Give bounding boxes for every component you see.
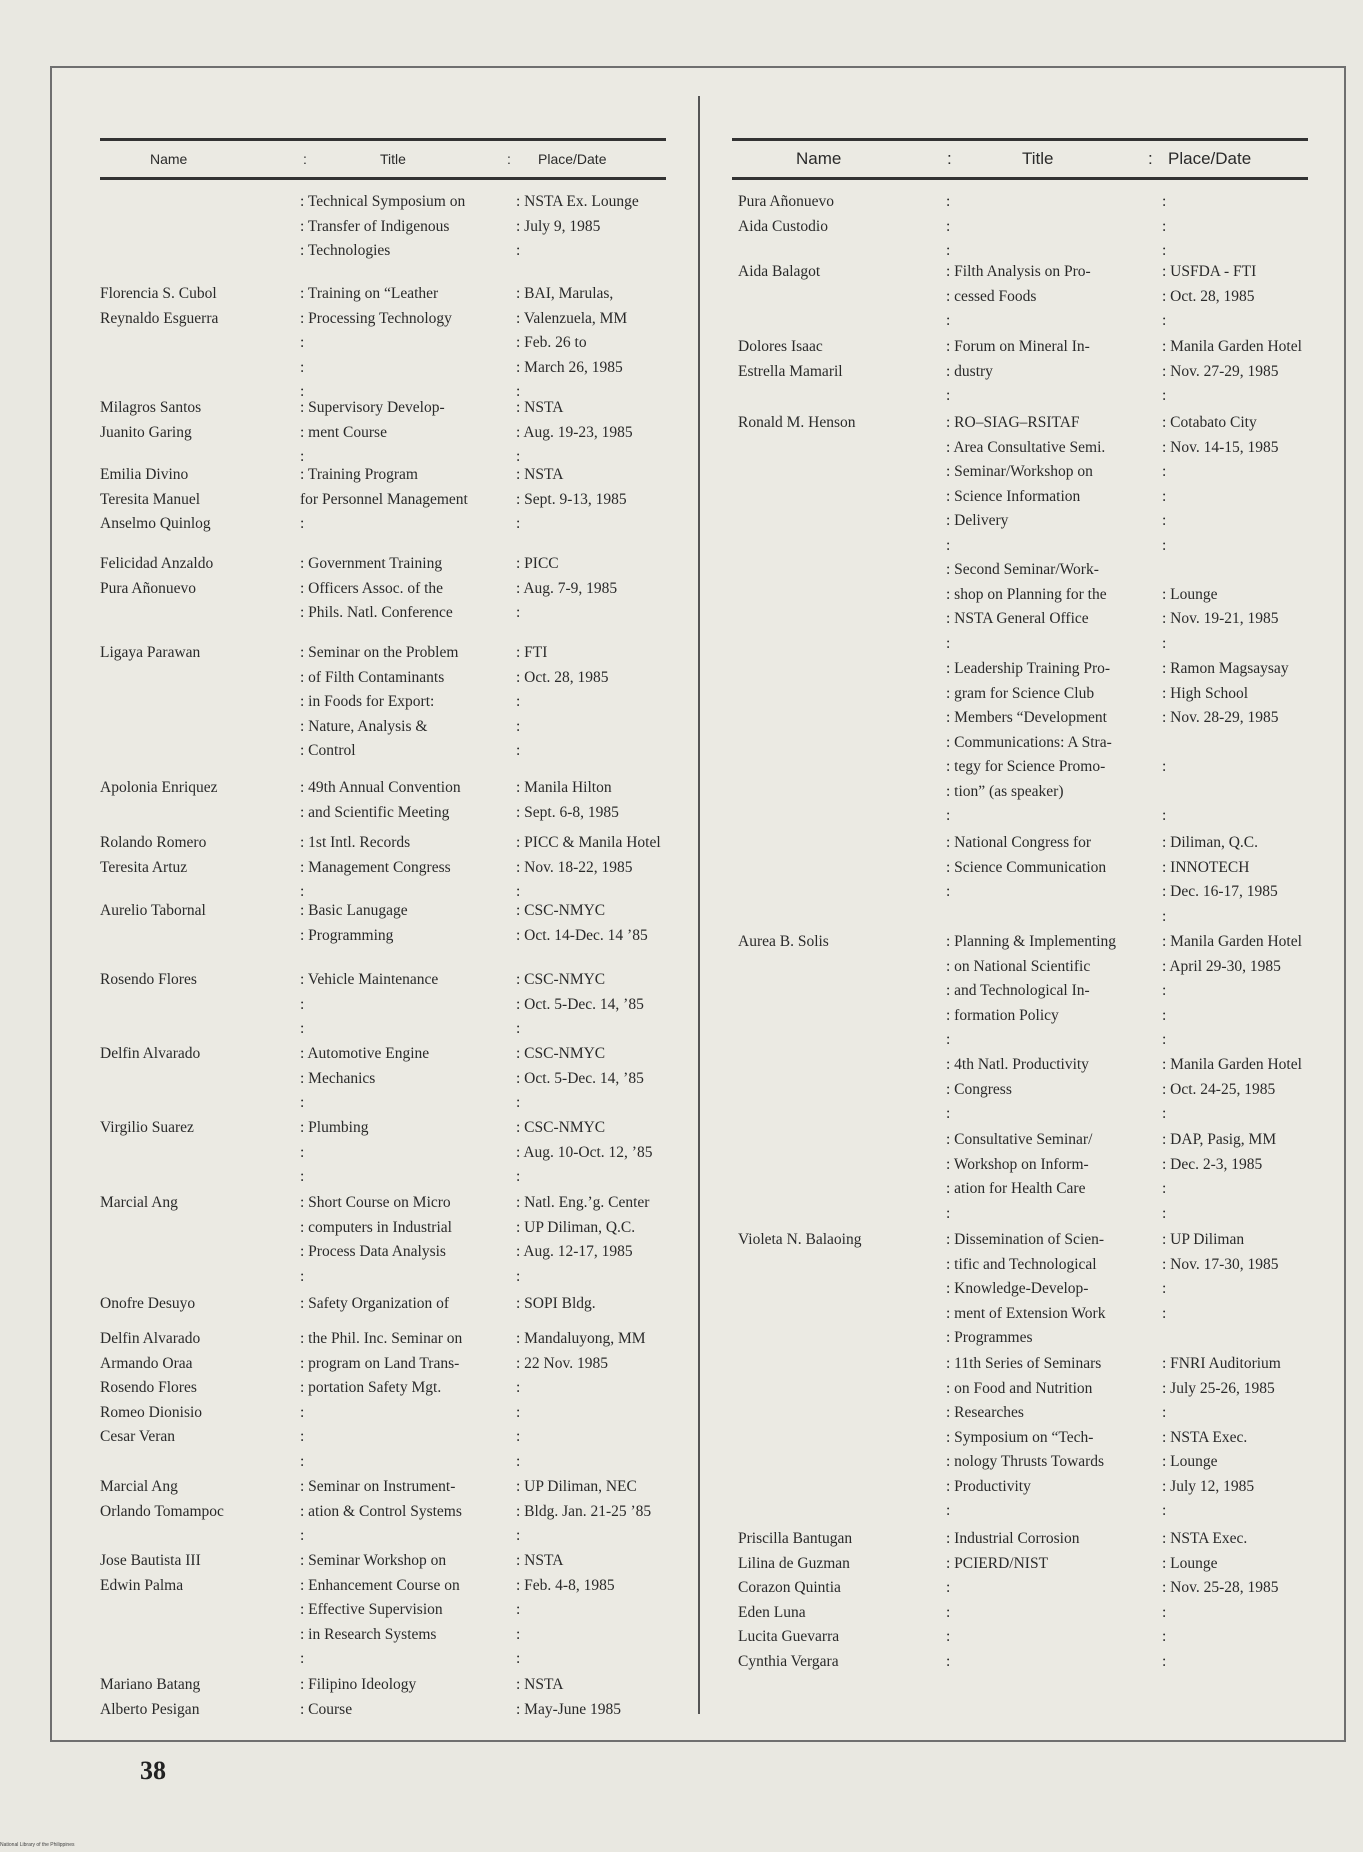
row-place: : DAP, Pasig, MM : Dec. 2-3, 1985 : : [1162, 1131, 1277, 1222]
row-name: Ronald M. Henson [738, 414, 856, 431]
row-place: : Manila Hilton : Sept. 6-8, 1985 [516, 779, 619, 821]
row-name: Delfin Alvarado Armando Oraa Rosendo Flores Romeo Dionisio Cesar Veran [100, 1330, 203, 1445]
row-place: : Cotabato City : Nov. 14-15, 1985 : : : : [1162, 414, 1279, 554]
row-place: : NSTA Ex. Lounge : July 9, 1985 : [516, 193, 639, 259]
row-place: : NSTA : May-June 1985 [516, 1676, 622, 1718]
row-title: : Seminar Workshop on : Enhancement Course on : Effective Supervision : in Research Systems : [300, 1552, 460, 1667]
row-title: : the Phil. Inc. Seminar on : program on Land Trans- : portation Safety Mgt. : : : [300, 1330, 463, 1470]
row-name: Mariano Batang Alberto Pesigan [100, 1676, 201, 1718]
row-title: : Plumbing : : [300, 1119, 369, 1185]
row-place: : PICC & Manila Hotel : Nov. 18-22, 1985 : [516, 834, 661, 900]
row-place: : : : [1162, 193, 1167, 259]
row-place: : NSTA Exec. : Lounge : Nov. 25-28, 1985 : : : [1162, 1530, 1279, 1670]
row-place: : NSTA : Sept. 9-13, 1985 : [516, 466, 627, 532]
row-place: : NSTA : Aug. 19-23, 1985 : [516, 399, 633, 465]
row-place: : FNRI Auditorium : July 25-26, 1985 : : NSTA Exec. : Lounge : July 12, 1985 : [1162, 1355, 1281, 1519]
row-title: : Automotive Engine : Mechanics : [300, 1045, 430, 1111]
row-title: : Second Seminar/Work- : shop on Planning for the : NSTA General Office : [946, 561, 1107, 652]
row-name: Rosendo Flores [100, 971, 197, 988]
row-title: : 1st Intl. Records : Management Congress : [300, 834, 451, 900]
row-name: Aurea B. Solis [738, 933, 829, 950]
row-place: : Lounge : Nov. 19-21, 1985 : [1162, 585, 1279, 652]
left-header-sep1: : [303, 151, 307, 167]
row-name: Ligaya Parawan [100, 644, 201, 661]
row-place: : Manila Garden Hotel : April 29-30, 1985 : : : [1162, 933, 1302, 1048]
right-header-sep2: : [1148, 149, 1153, 168]
row-title: : 4th Natl. Productivity : Congress : [946, 1056, 1089, 1122]
row-name: Marcial Ang Orlando Tomampoc [100, 1478, 224, 1520]
left-header-place: Place/Date [538, 151, 607, 167]
right-header-name: Name [796, 149, 842, 168]
right-header-sep1: : [947, 149, 952, 168]
right-header-place: Place/Date [1168, 149, 1252, 168]
row-name: Dolores Isaac Estrella Mamaril [738, 338, 843, 380]
row-name: Florencia S. Cubol Reynaldo Esguerra [100, 285, 219, 327]
row-name: Marcial Ang [100, 1194, 178, 1211]
row-title: : Filth Analysis on Pro- : cessed Foods : [946, 263, 1091, 329]
row-name: Rolando Romero Teresita Artuz [100, 834, 207, 876]
row-title: : Forum on Mineral In- : dustry : [946, 338, 1090, 404]
page-number: 38 [140, 1756, 166, 1785]
row-place: : NSTA : Feb. 4-8, 1985 : : : [516, 1552, 615, 1667]
row-name: Priscilla Bantugan Lilina de Guzman Corazon Quintia Eden Luna Lucita Guevarra Cynthia Vergara [738, 1530, 853, 1670]
row-place: : UP Diliman : Nov. 17-30, 1985 : : [1162, 1231, 1279, 1322]
row-name: Milagros Santos Juanito Garing [100, 399, 202, 441]
row-name: Felicidad Anzaldo Pura Añonuevo [100, 555, 214, 597]
footer-credit: National Library of the Philippines [0, 1842, 75, 1848]
column-divider [698, 96, 700, 1714]
left-header-name: Name [150, 151, 188, 167]
row-place: : UP Diliman, NEC : Bldg. Jan. 21-25 ’85 : [516, 1478, 652, 1544]
row-place: : CSC-NMYC : Oct. 5-Dec. 14, ’85 : [516, 971, 644, 1037]
row-title: : Basic Lanugage : Programming [300, 902, 408, 944]
row-name: Onofre Desuyo [100, 1295, 196, 1312]
row-title: : Training on “Leather : Processing Technology : : : [300, 285, 452, 400]
row-title: : Technical Symposium on : Transfer of Indigenous : Technologies [300, 193, 466, 259]
row-title: : Industrial Corrosion : PCIERD/NIST : : : : [946, 1530, 1080, 1670]
row-title: : RO–SIAG–RSITAF : Area Consultative Semi. : Seminar/Workshop on : Science Information : Delivery : [946, 414, 1106, 554]
row-place: : Manila Garden Hotel : Oct. 24-25, 1985 : [1162, 1056, 1302, 1122]
row-name: Aurelio Tabornal [100, 902, 206, 919]
row-place: : Diliman, Q.C. : INNOTECH : Dec. 16-17, 1985 : [1162, 834, 1278, 925]
row-place: : Manila Garden Hotel : Nov. 27-29, 1985 : [1162, 338, 1302, 404]
row-place: : CSC-NMYC : Oct. 14-Dec. 14 ’85 [516, 902, 648, 944]
row-title: : Leadership Training Pro- : gram for Science Club : Members “Development : Communications: A Stra- : tegy for Science Promo- : tion” (as speaker) : [946, 660, 1112, 824]
row-title: : 49th Annual Convention : and Scientific Meeting [300, 779, 461, 821]
row-title: : : : [946, 193, 951, 259]
row-title: : Government Training : Officers Assoc. of the : Phils. Natl. Conference [300, 555, 453, 621]
row-place: : Natl. Eng.’g. Center : UP Diliman, Q.C. : Aug. 12-17, 1985 : [516, 1194, 650, 1285]
row-title: : Vehicle Maintenance : : [300, 971, 439, 1037]
right-table-header [732, 138, 1308, 180]
row-place: : PICC : Aug. 7-9, 1985 : [516, 555, 618, 621]
row-place: : Ramon Magsaysay : High School : Nov. 28-29, 1985 : : [1162, 660, 1289, 824]
row-name: Delfin Alvarado [100, 1045, 201, 1062]
row-title: : National Congress for : Science Communication : [946, 834, 1107, 900]
row-name: Virgilio Suarez [100, 1119, 194, 1136]
row-title: : Short Course on Micro : computers in Industrial : Process Data Analysis : [300, 1194, 452, 1285]
left-table-header [100, 138, 666, 180]
row-title: : Seminar on the Problem : of Filth Contaminants : in Foods for Export: : Nature, Analysis & : Control [300, 644, 459, 759]
row-place: : CSC-NMYC : Oct. 5-Dec. 14, ’85 : [516, 1045, 644, 1111]
right-header-title: Title [1022, 149, 1054, 168]
row-title: : Training Program for Personnel Management : [300, 466, 468, 532]
row-title: : Dissemination of Scien- : tific and Technological : Knowledge-Develop- : ment of Extension Work : Programmes [946, 1231, 1106, 1346]
row-name: Apolonia Enriquez [100, 779, 218, 796]
left-header-title: Title [380, 151, 406, 167]
row-title: : Seminar on Instrument- : ation & Control Systems : [300, 1478, 462, 1544]
row-place: : SOPI Bldg. [516, 1295, 596, 1312]
row-title: : Supervisory Develop- : ment Course : [300, 399, 445, 465]
row-title: : Filipino Ideology : Course [300, 1676, 417, 1718]
row-place: : CSC-NMYC : Aug. 10-Oct. 12, ’85 : [516, 1119, 653, 1185]
row-title: : Consultative Seminar/ : Workshop on Inform- : ation for Health Care : [946, 1131, 1093, 1222]
left-header-sep2: : [507, 151, 511, 167]
row-place: : FTI : Oct. 28, 1985 : : : [516, 644, 609, 759]
row-name: Aida Balagot [738, 263, 821, 280]
row-name: Jose Bautista III Edwin Palma [100, 1552, 201, 1594]
row-place: : USFDA - FTI : Oct. 28, 1985 : [1162, 263, 1257, 329]
row-name: Pura Añonuevo Aida Custodio [738, 193, 835, 235]
row-name: Emilia Divino Teresita Manuel Anselmo Quinlog [100, 466, 211, 532]
row-title: : Planning & Implementing : on National Scientific : and Technological In- : formation Policy : [946, 933, 1117, 1048]
row-title: : 11th Series of Seminars : on Food and Nutrition : Researches : Symposium on “Tech- : nology Thrusts Towards : Productivity : [946, 1355, 1105, 1519]
row-place: : Mandaluyong, MM : 22 Nov. 1985 : : : : [516, 1330, 646, 1470]
row-name: Violeta N. Balaoing [738, 1231, 862, 1248]
row-place: : BAI, Marulas, : Valenzuela, MM : Feb. 26 to : March 26, 1985 : [516, 285, 628, 400]
row-title: : Safety Organization of [300, 1295, 450, 1312]
